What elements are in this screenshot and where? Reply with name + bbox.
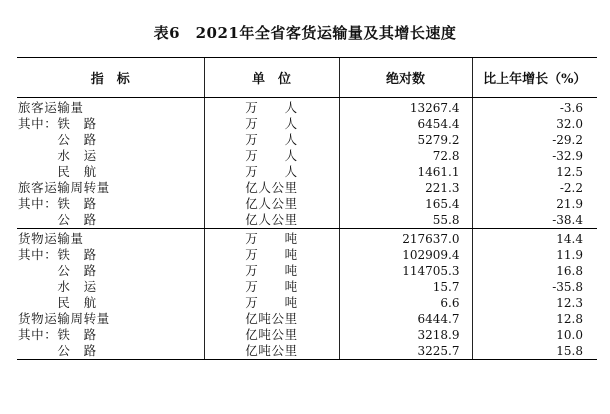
cell-growth: 16.8 <box>472 263 597 279</box>
cell-unit: 万 吨 <box>204 295 339 311</box>
header-indicator: 指 标 <box>17 58 204 98</box>
cell-unit: 万 人 <box>204 116 339 132</box>
cell-unit: 万 吨 <box>204 263 339 279</box>
cell-indicator: 水 运 <box>18 279 97 294</box>
cell-value: 221.3 <box>339 180 472 196</box>
cell-value: 1461.1 <box>339 164 472 180</box>
table-title: 表6 2021年全省客货运输量及其增长速度 <box>153 24 457 42</box>
cell-growth: -38.4 <box>472 212 597 229</box>
table-row <box>17 196 597 212</box>
cell-indicator: 旅客运输量 <box>18 100 84 115</box>
cell-growth: 10.0 <box>472 327 597 343</box>
cell-indicator: 旅客运输周转量 <box>18 180 110 195</box>
cell-indicator: 其中：铁 路 <box>18 196 97 211</box>
cell-growth: -35.8 <box>472 279 597 295</box>
table-row <box>17 327 597 343</box>
table-row <box>17 148 597 164</box>
cell-growth: 12.8 <box>472 311 597 327</box>
table-row <box>17 180 597 196</box>
cell-growth: 21.9 <box>472 196 597 212</box>
cell-indicator: 其中：铁 路 <box>18 247 97 262</box>
table-row <box>17 212 597 229</box>
cell-unit: 万 人 <box>204 164 339 180</box>
table-row <box>17 263 597 279</box>
table-row <box>17 343 597 360</box>
table-row <box>17 279 597 295</box>
header-value: 绝对数 <box>339 58 472 98</box>
cell-growth: 12.5 <box>472 164 597 180</box>
cell-unit: 万 人 <box>204 132 339 148</box>
cell-growth: -2.2 <box>472 180 597 196</box>
table-row <box>17 229 597 248</box>
cell-growth: -3.6 <box>472 98 597 117</box>
cell-growth: -32.9 <box>472 148 597 164</box>
cell-unit: 万 人 <box>204 98 339 117</box>
header-unit: 单 位 <box>204 58 339 98</box>
cell-indicator: 民 航 <box>18 164 97 179</box>
cell-indicator: 公 路 <box>17 343 204 360</box>
cell-growth: 11.9 <box>472 247 597 263</box>
cell-unit: 亿吨公里 <box>204 343 339 360</box>
table-row <box>17 311 597 327</box>
cell-indicator: 货物运输周转量 <box>18 311 110 326</box>
cell-value: 3225.7 <box>339 343 472 360</box>
cell-indicator: 其中：铁 路 <box>18 327 97 342</box>
cell-value: 5279.2 <box>339 132 472 148</box>
transport-table <box>17 57 597 360</box>
cell-indicator: 公 路 <box>18 132 97 147</box>
table-row <box>17 98 597 117</box>
table-row <box>17 116 597 132</box>
header-growth: 比上年增长（%） <box>472 58 597 98</box>
cell-unit: 万 吨 <box>204 229 339 248</box>
cell-value: 6454.4 <box>339 116 472 132</box>
table-row <box>17 164 597 180</box>
cell-indicator: 其中：铁 路 <box>18 116 97 131</box>
cell-indicator: 货物运输量 <box>18 231 84 246</box>
cell-value: 102909.4 <box>339 247 472 263</box>
cell-indicator: 水 运 <box>18 148 97 163</box>
cell-unit: 万 人 <box>204 148 339 164</box>
cell-value: 6.6 <box>339 295 472 311</box>
cell-indicator: 公 路 <box>17 212 204 229</box>
cell-unit: 亿吨公里 <box>204 327 339 343</box>
cell-growth: 12.3 <box>472 295 597 311</box>
cell-value: 217637.0 <box>339 229 472 248</box>
cell-unit: 亿人公里 <box>204 212 339 229</box>
table-row <box>17 295 597 311</box>
cell-value: 15.7 <box>339 279 472 295</box>
header-row <box>17 58 597 98</box>
cell-growth: 14.4 <box>472 229 597 248</box>
cell-growth: -29.2 <box>472 132 597 148</box>
cell-unit: 万 吨 <box>204 279 339 295</box>
cell-growth: 15.8 <box>472 343 597 360</box>
cell-value: 6444.7 <box>339 311 472 327</box>
cell-indicator: 民 航 <box>18 295 97 310</box>
cell-unit: 亿人公里 <box>204 196 339 212</box>
cell-value: 165.4 <box>339 196 472 212</box>
table-row <box>17 132 597 148</box>
cell-unit: 万 吨 <box>204 247 339 263</box>
table-row <box>17 247 597 263</box>
cell-value: 13267.4 <box>339 98 472 117</box>
cell-value: 3218.9 <box>339 327 472 343</box>
cell-value: 114705.3 <box>339 263 472 279</box>
cell-unit: 亿吨公里 <box>204 311 339 327</box>
cell-value: 72.8 <box>339 148 472 164</box>
cell-unit: 亿人公里 <box>204 180 339 196</box>
cell-growth: 32.0 <box>472 116 597 132</box>
cell-indicator: 公 路 <box>18 263 97 278</box>
cell-value: 55.8 <box>339 212 472 229</box>
